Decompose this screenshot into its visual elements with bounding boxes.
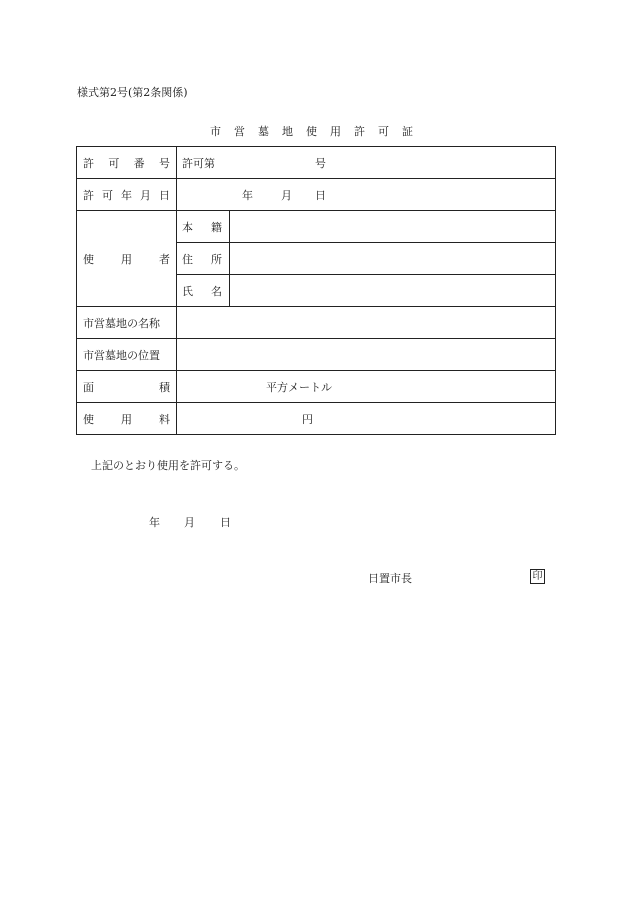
approval-statement: 上記のとおり使用を許可する。 [91,459,245,472]
domicile-label: 本 籍 [177,211,230,243]
cemetery-location-value [177,339,556,371]
form-number-label: 様式第2号(第2条関係) [77,86,188,99]
permit-date-value: 年 月 日 [177,179,556,211]
issue-day: 日 [220,516,231,529]
cemetery-name-value [177,307,556,339]
permit-number-label: 許 可 番 号 [77,147,177,179]
area-row [77,371,556,403]
address-label: 住 所 [177,243,230,275]
user-domicile-row [77,211,556,243]
domicile-value [230,211,556,243]
permit-table [76,146,556,435]
document-title: 市営墓地使用許可証 [210,125,426,138]
cemetery-name-row [77,307,556,339]
permit-date-row [77,179,556,211]
address-value [230,243,556,275]
cemetery-location-row [77,339,556,371]
issue-month: 月 [184,516,195,529]
permit-number-row [77,147,556,179]
seal-mark: 印 [530,569,545,584]
area-value: 平方メートル [177,371,556,403]
fee-label: 使 用 料 [77,403,177,435]
issue-year: 年 [149,516,160,529]
fee-value: 円 [177,403,556,435]
cemetery-location-label: 市営墓地の位置 [77,339,177,371]
issuer-name: 日置市長 [368,572,412,585]
area-label: 面 積 [77,371,177,403]
user-label: 使 用 者 [77,211,177,307]
name-label: 氏 名 [177,275,230,307]
fee-row [77,403,556,435]
permit-number-value: 許可第 号 [177,147,556,179]
name-value [230,275,556,307]
cemetery-name-label: 市営墓地の名称 [77,307,177,339]
permit-date-label: 許 可 年 月 日 [77,179,177,211]
